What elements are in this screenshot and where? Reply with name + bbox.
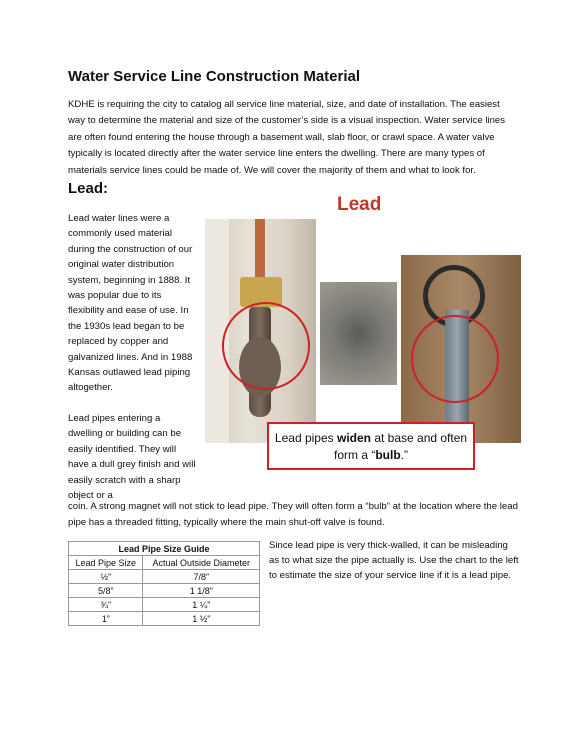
table-cell: 1 ½” — [143, 612, 260, 626]
photo-crawl-space — [320, 282, 397, 385]
table-row — [69, 612, 260, 626]
figure-title: Lead — [337, 194, 382, 215]
size-note-paragraph: Since lead pipe is very thick-walled, it can be misleading as to what size the pipe actually is. Use the chart to the left to estimate the size of your service line if it is a lead pipe. — [269, 540, 519, 582]
lead-pipe-size-table — [68, 541, 260, 626]
table-row — [69, 598, 260, 612]
intro-paragraph: KDHE is requiring the city to catalog all service line material, size, and date of installation. The easiest way to determine the material and size of the customer’s side is a visual inspection. Water service lines are often found entering the house through a basement wall, slab floor, or crawl space. A water valve typically is located directly after the water service line enters the dwelling. There are many types of materials service lines could be made of. We will cover the majority of them and what to look for. — [68, 99, 506, 176]
highlight-circle — [411, 315, 499, 403]
table-cell: 1 ¼” — [143, 598, 260, 612]
lead-identification-paragraph: Lead pipes entering a dwelling or building can be easily identified. They will have a dull grey finish and will easily scratch with a sharp object or a — [68, 413, 196, 502]
table-cell: ½” — [69, 570, 143, 584]
lead-identification-continuation: coin. A strong magnet will not stick to lead pipe. They will often form a “bulb” at the location where the lead pipe has a threaded fitting, typically where the main shut-off valve is found. — [68, 501, 518, 529]
table-caption: Lead Pipe Size Guide — [69, 542, 260, 556]
photo-copper-pipe — [255, 219, 265, 281]
table-header: Actual Outside Diameter — [143, 556, 260, 570]
table-cell: 5/8” — [69, 584, 143, 598]
table-cell: 1 1/8” — [143, 584, 260, 598]
table-cell: 1” — [69, 612, 143, 626]
lead-history-paragraph: Lead water lines were a commonly used material during the construction of our original water distribution system, beginning in 1888. It was popular due to its flexibility and ease of use. In the 1930s lead began to be replaced by copper and galvanized lines. And in 1988 Kansas outlawed lead piping altogether. — [68, 213, 193, 394]
figure-callout: Lead pipes widen at base and often form a “bulb.” — [267, 422, 475, 470]
lead-heading: Lead: — [68, 180, 109, 197]
lead-pipe-figure — [201, 194, 521, 474]
photo-lead-pipe-wheel-valve — [401, 255, 521, 443]
table-cell: ¾” — [69, 598, 143, 612]
table-row — [69, 570, 260, 584]
table-row — [69, 584, 260, 598]
highlight-circle — [222, 302, 310, 390]
table-header: Lead Pipe Size — [69, 556, 143, 570]
photo-lead-pipe-valve — [205, 219, 316, 443]
table-cell: 7/8” — [143, 570, 260, 584]
page-title: Water Service Line Construction Material — [68, 68, 361, 85]
